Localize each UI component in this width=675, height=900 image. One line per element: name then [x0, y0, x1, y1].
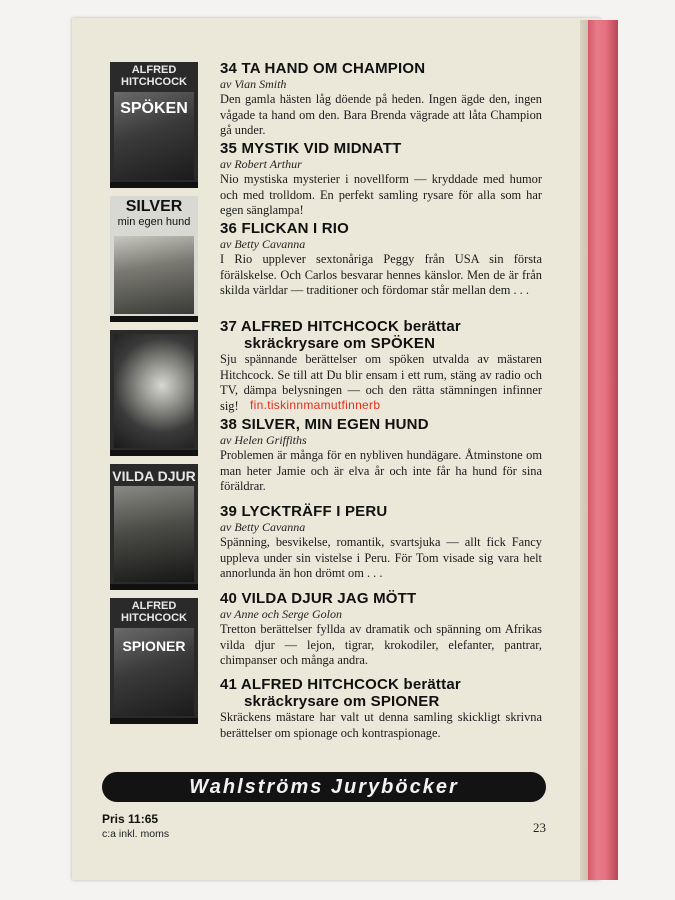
book-description: Sju spännande berättelser om spöken utvalda av mästaren Hitchcock. Se till att Du blir ensam i ett rum, stäng av radio och TV, dämpa belysningen — och den rätta stämningen infinner sig! [220, 352, 542, 413]
thumbnail-illustration [114, 236, 194, 314]
series-banner: Wahlströms Juryböcker [102, 772, 546, 802]
book-description: Spänning, besvikelse, romantik, svartsjuka — allt fick Fancy uppleva under sin vistelse i Peru. För Tom visade sig vara helt annorlunda än hon drömt om . . . [220, 535, 542, 580]
thumbnail-illustrated [110, 330, 198, 456]
book-description: Problemen är många för en nybliven hundägare. Åtminstone om man heter Jamie och är elva år och inte får ha hund för sina föräldrar. [220, 448, 542, 493]
thumbnail-strip [110, 316, 198, 322]
book-title: 34 TA HAND OM CHAMPION [220, 60, 426, 77]
thumbnail-title: ALFRED [131, 64, 177, 76]
book-author: av Robert Arthur [220, 157, 302, 171]
thumbnail-spoken [110, 62, 198, 188]
thumbnail-vilda-djur [110, 464, 198, 590]
book-title: 41 ALFRED HITCHCOCK berättar [220, 676, 461, 693]
book-author: av Vian Smith [220, 77, 287, 91]
book-spine [588, 20, 618, 880]
book-title: 35 MYSTIK VID MIDNATT [220, 140, 402, 157]
thumbnail-spioner [110, 598, 198, 724]
book-author: av Betty Cavanna [220, 520, 306, 534]
thumbnail-title: ALFRED [131, 600, 177, 612]
book-title: 37 ALFRED HITCHCOCK berättar [220, 318, 461, 335]
thumbnail-title: HITCHCOCK [121, 76, 187, 88]
tax-note: c:a inkl. moms [102, 828, 170, 840]
book-entry-34 [220, 60, 542, 139]
thumbnail-illustration [114, 486, 194, 582]
thumbnail-strip [110, 182, 198, 188]
book-entry-35 [220, 140, 542, 219]
book-description: Skräckens mästare har valt ut denna samling skickligt skrivna berättelser om spionage och kontraspionage. [220, 710, 542, 740]
book-entry-41 [220, 676, 542, 741]
thumbnail-strip [110, 450, 198, 456]
thumbnail-title: HITCHCOCK [121, 612, 187, 624]
price-label: Pris 11:65 [102, 812, 159, 826]
thumbnail-title: VILDA DJUR [112, 468, 196, 484]
book-title-line2: skräckrysare om SPÖKEN [244, 335, 436, 352]
thumbnail-title: SILVER [125, 198, 183, 215]
book-title: 40 VILDA DJUR JAG MÖTT [220, 590, 417, 607]
book-author: av Betty Cavanna [220, 237, 306, 251]
book-entry-38 [220, 416, 542, 495]
book-title-line2: skräckrysare om SPIONER [244, 693, 440, 710]
book-entry-40 [220, 590, 542, 669]
book-title: 36 FLICKAN I RIO [220, 220, 350, 237]
thumbnail-strip [110, 718, 198, 724]
book-description: Den gamla hästen låg döende på heden. Ingen ägde den, ingen vågade ta hand om den. Bara Brenda vägrade att låta Champion gå under. [220, 92, 542, 137]
book-author: av Anne och Serge Golon [220, 607, 342, 621]
watermark: fin.tiskinnmamutfinnerb [250, 398, 381, 412]
book-description: I Rio upplever sextonåriga Peggy från USA sin första förälskelse. Och Carlos besvarar hennes känslor. Men de är från skilda världar — traditioner och fördomar står mellan dem . . . [220, 252, 542, 297]
book-title: 38 SILVER, MIN EGEN HUND [220, 416, 429, 433]
book-author: av Helen Griffiths [220, 433, 307, 447]
thumbnail-strip [110, 584, 198, 590]
book-description: Tretton berättelser fyllda av dramatik och spänning om Afrikas vilda djur — lejon, tigrar, krokodiler, elefanter, pantrar, chimpanser och många andra. [220, 622, 542, 667]
thumbnail-illustration [114, 334, 194, 448]
book-entry-39 [220, 503, 542, 582]
book-entry-36 [220, 220, 542, 299]
thumbnail-title: SPIONER [122, 638, 186, 654]
thumbnail-silver [110, 196, 198, 322]
book-title: 39 LYCKTRÄFF I PERU [220, 503, 388, 520]
page-number: 23 [533, 820, 546, 835]
thumbnail-title: min egen hund [117, 216, 191, 228]
book-description: Nio mystiska mysterier i novellform — kryddade med humor och med trolldom. En perfekt samling rysare för alla som har egen sänglampa! [220, 172, 542, 217]
thumbnail-title: SPÖKEN [120, 100, 188, 117]
